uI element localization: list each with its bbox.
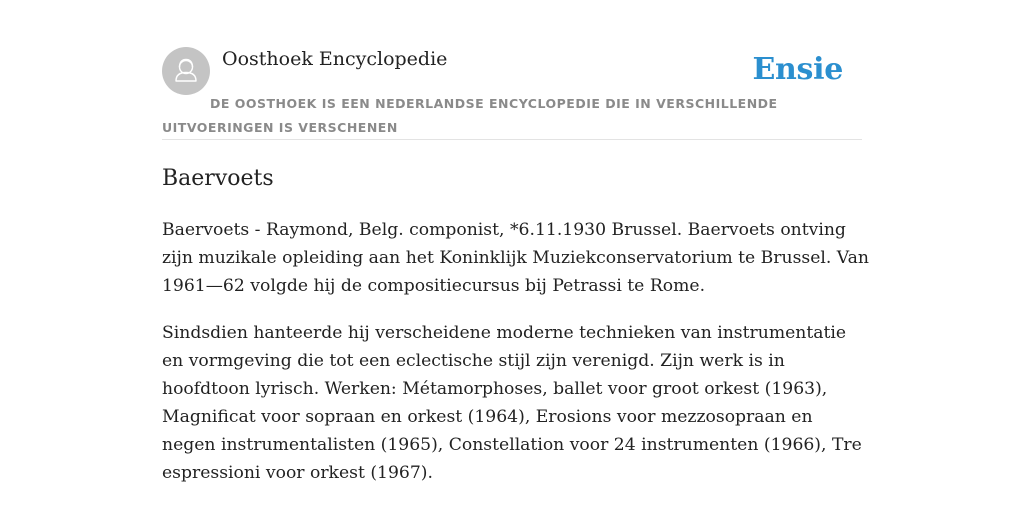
site-title[interactable]: Oosthoek Encyclopedie [222,48,448,70]
site-header [162,46,862,140]
page-title: Baervoets [162,166,274,191]
article-body [162,216,870,506]
user-icon [162,47,210,95]
article-paragraph-2: Sindsdien hanteerde hij verscheidene moderne technieken van instrumentatie en vormgeving die tot een eclectische stijl zijn verenigd. Zijn werk is in hoofdtoon lyrisch. Werken: Métamorphoses, ballet voor groot orkest (1963), Magnificat voor sopraan en orkest (1964), Erosions voor mezzosopraan en negen instrumentalisten (1965), Constellation voor 24 instrumenten (1966), Tre espressioni voor orkest (1967). [162,323,862,483]
article-paragraph-1: Baervoets - Raymond, Belg. componist, *6.11.1930 Brussel. Baervoets ontving zijn muzikale opleiding aan het Koninklijk Muziekconservatorium te Brussel. Van 1961—62 volgde hij de compositiecursus bij Petrassi te Rome. [162,220,869,296]
brand-logo[interactable]: Ensie [752,52,843,87]
avatar[interactable] [162,47,210,95]
site-tagline: DE OOSTHOEK IS EEN NEDERLANDSE ENCYCLOPEDIE DIE IN VERSCHILLENDE UITVOERINGEN IS VERSCHENEN [162,96,778,135]
